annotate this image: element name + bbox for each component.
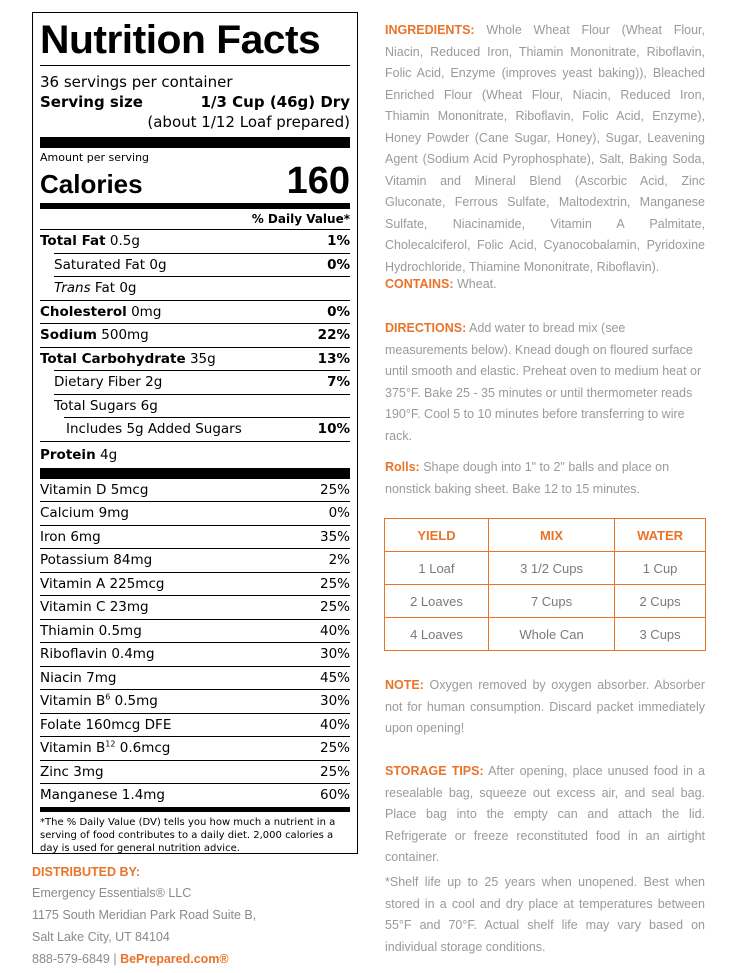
rolls-heading: Rolls:: [385, 460, 420, 474]
ingredients-text: Whole Wheat Flour (Wheat Flour, Niacin, Reduced Iron, Thiamin Mononitrate, Riboflavin, Folic Acid, Enzyme (improves yeast baking)), Bleached Enriched Flour (Wheat Flour, Niacin, Reduced Iron, Thiamin Mononitrate, Riboflavin, Folic Acid, Enzyme), Honey Powder (Cane Sugar, Honey), Sugar, Leavening Agent (Sodium Acid Pyrophosphate), Salt, Baking Soda, Vitamin and Mineral Blend (Ascorbic Acid, Zinc Gluconate, Ferrous Sulfate, Maltodextrin, Manganese Sulfate, Niacinamide, Vitamin A Palmitate, Cholecalciferol, Folic Acid, Cyanocobalamin, Pyridoxine Hydrochloride, Thiamine Mononitrate, Riboflavin).: [385, 23, 705, 274]
nutrient-row-trans-fat: Trans Fat 0g: [54, 276, 350, 300]
distributor-website-link[interactable]: BePrepared.com®: [120, 952, 229, 966]
nutrient-row-cholesterol: Cholesterol 0mg 0%: [40, 300, 350, 324]
table-row: 4 Loaves Whole Can 3 Cups: [385, 618, 706, 651]
serving-size-value: 1/3 Cup (46g) Dry: [200, 93, 350, 111]
vitamin-row: Potassium 84mg 2%: [40, 548, 350, 572]
rolls-text: Shape dough into 1" to 2" balls and place on nonstick baking sheet. Bake 12 to 15 minutes.: [385, 460, 670, 496]
distributor-phone: 888-579-6849: [32, 952, 110, 966]
directions-section: [385, 318, 705, 447]
yield-header: YIELD: [385, 519, 489, 552]
yield-table-header: [385, 519, 706, 552]
servings-per-container: 36 servings per container: [40, 73, 233, 91]
nutrient-row-total-fat: Total Fat 0.5g 1%: [40, 229, 350, 253]
calories-label: Calories: [40, 169, 143, 199]
nutrition-title: Nutrition Facts: [40, 18, 321, 62]
vitamin-row: Vitamin C 23mg 25%: [40, 595, 350, 619]
distributor-block: [32, 862, 352, 970]
vitamin-row: Vitamin $B^{12}$ 0.6mcg 25%: [40, 736, 350, 760]
ingredients-heading: INGREDIENTS:: [385, 23, 475, 37]
calories-value: 160: [286, 160, 350, 202]
nutrient-row-sodium: Sodium 500mg 22%: [40, 323, 350, 347]
vitamin-row: Vitamin D 5mcg 25%: [40, 481, 350, 498]
vitamin-row: Vitamin $B^6$ 0.5mg 30%: [40, 689, 350, 713]
table-row: 1 Loaf 3 1/2 Cups 1 Cup: [385, 552, 706, 585]
serving-size-row: [40, 92, 350, 112]
vitamin-row: Niacin 7mg 45%: [40, 666, 350, 690]
dv-footnote: *The % Daily Value (DV) tells you how much a nutrient in a serving of food contributes to a daily diet. 2,000 calories a day is used for general nutrition advice.: [40, 807, 350, 855]
vitamin-list: [40, 479, 350, 807]
ingredients-section: [385, 20, 705, 278]
yield-table: [384, 518, 706, 651]
rolls-section: [385, 457, 705, 500]
nutrient-row-total-sugars: Total Sugars 6g: [54, 394, 350, 418]
vitamin-row: Folate 160mcg DFE 40%: [40, 713, 350, 737]
contains-section: [385, 274, 705, 296]
vitamin-row: Calcium 9mg 0%: [40, 501, 350, 525]
shelf-life-section: [385, 872, 705, 958]
vitamin-row: Vitamin A 225mcg 25%: [40, 572, 350, 596]
mix-header: MIX: [488, 519, 614, 552]
note-section: [385, 675, 705, 740]
serving-size-sub: (about 1/12 Loaf prepared): [147, 113, 350, 131]
nutrient-row-total-carbohydrate: Total Carbohydrate 35g 13%: [40, 347, 350, 371]
contains-heading: CONTAINS:: [385, 277, 454, 291]
vitamin-row: Zinc 3mg 25%: [40, 760, 350, 784]
amount-per-serving: Amount per serving: [40, 151, 150, 164]
directions-text: Add water to bread mix (see measurements below). Knead dough on floured surface until smooth and elastic. Preheat oven to medium heat or 375°F. Bake 25 - 35 minutes or until thermometer reads 190°F. Cool 5 to 10 minutes before transferring to wire rack.: [385, 321, 702, 443]
vitamin-row: Riboflavin 0.4mg 30%: [40, 642, 350, 666]
serving-size-label: Serving size: [40, 93, 143, 111]
nutrient-row-dietary-fiber: Dietary Fiber 2g 7%: [54, 370, 350, 394]
contains-text: Wheat.: [457, 277, 497, 291]
storage-heading: STORAGE TIPS:: [385, 764, 484, 778]
vitamin-row: Thiamin 0.5mg 40%: [40, 619, 350, 643]
daily-value-header: % Daily Value*: [251, 212, 350, 226]
distributor-heading: DISTRIBUTED BY:: [32, 865, 141, 879]
storage-text: After opening, place unused food in a resealable bag, squeeze out excess air, and seal bag. Place bag into the empty can and attach the lid. Refrigerate or freeze reconstituted food in an airtight container.: [385, 764, 705, 864]
distributor-address-line2: Salt Lake City, UT 84104: [32, 930, 170, 944]
nutrition-facts-label: [32, 12, 358, 854]
note-text: Oxygen removed by oxygen absorber. Absorber not for human consumption. Discard packet immediately upon opening!: [385, 678, 705, 735]
vitamin-row: Manganese 1.4mg 60%: [40, 783, 350, 807]
note-heading: NOTE:: [385, 678, 424, 692]
distributor-contact: 888-579-6849 | BePrepared.com®: [32, 952, 229, 966]
vitamin-row: Iron 6mg 35%: [40, 525, 350, 549]
nutrient-row-protein: Protein 4g: [40, 441, 350, 468]
water-header: WATER: [615, 519, 706, 552]
shelf-life-text: *Shelf life up to 25 years when unopened. Best when stored in a cool and dry place at temperatures between 55°F and 70°F. Actual shelf life may vary based on individual storage conditions.: [385, 875, 705, 954]
calories-row: [40, 160, 350, 202]
nutrient-row-added-sugars: Includes 5g Added Sugars 10%: [64, 417, 350, 441]
distributor-address-line1: 1175 South Meridian Park Road Suite B,: [32, 908, 257, 922]
directions-heading: DIRECTIONS:: [385, 321, 467, 335]
table-row: 2 Loaves 7 Cups 2 Cups: [385, 585, 706, 618]
distributor-company: Emergency Essentials® LLC: [32, 886, 192, 900]
nutrient-row-saturated-fat: Saturated Fat 0g 0%: [54, 253, 350, 277]
storage-tips-section: [385, 761, 705, 869]
